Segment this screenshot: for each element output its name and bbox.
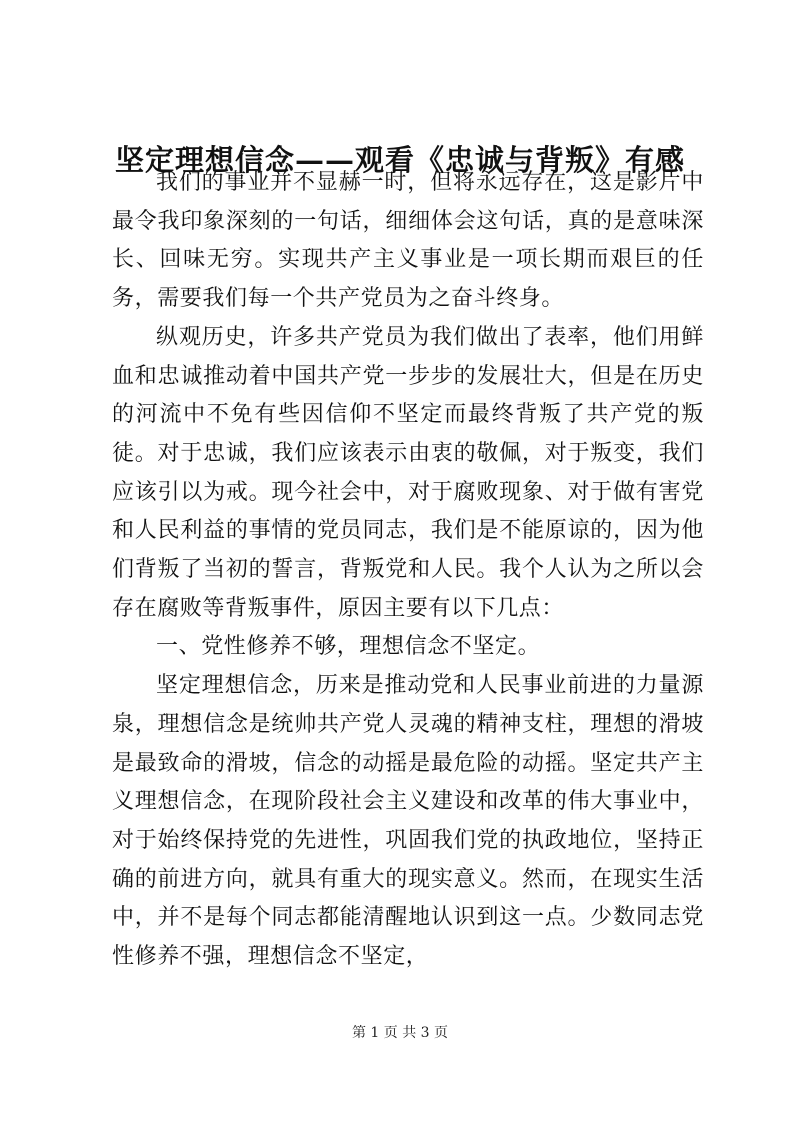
paragraph-4: 坚定理想信念，历来是推动党和人民事业前进的力量源泉，理想信念是统帅共产党人灵魂的精神支柱，理想的滑坡是最致命的滑坡，信念的动摇是最危险的动摇。坚定共产主义理想信念，在现阶段社会主义建设和改革的伟大事业中，对于始终保持党的先进性，巩固我们党的执政地位，坚持正确的前进方向，就具有重大的现实意义。然而，在现实生活中，并不是每个同志都能清醒地认识到这一点。少数同志党性修养不强，理想信念不坚定， bbox=[112, 673, 704, 970]
paragraph-3-heading: 一、党性修养不够，理想信念不坚定。 bbox=[156, 634, 541, 660]
page-footer: 第 1 页 共 3 页 bbox=[351, 1025, 449, 1041]
paragraph-1: 我们的事业并不显赫一时，但将永远存在，这是影片中最令我印象深刻的一句话，细细体会这句话，真的是意味深长、回味无穷。实现共产主义事业是一项长期而艰巨的任务，需要我们每一个共产党员为之奋斗终身。 bbox=[112, 170, 704, 312]
document-title: 坚定理想信念——观看《忠诚与背叛》有感 bbox=[114, 143, 685, 177]
paragraph-2: 纵观历史，许多共产党员为我们做出了表率，他们用鲜血和忠诚推动着中国共产党一步步的发展壮大，但是在历史的河流中不免有些因信仰不坚定而最终背叛了共产党的叛徒。对于忠诚，我们应该表示由衷的敬佩，对于叛变，我们应该引以为戒。现今社会中，对于腐败现象、对于做有害党和人民利益的事情的党员同志，我们是不能原谅的，因为他们背叛了当初的誓言，背叛党和人民。我个人认为之所以会存在腐败等背叛事件，原因主要有以下几点： bbox=[112, 324, 704, 621]
document-body bbox=[112, 164, 704, 977]
